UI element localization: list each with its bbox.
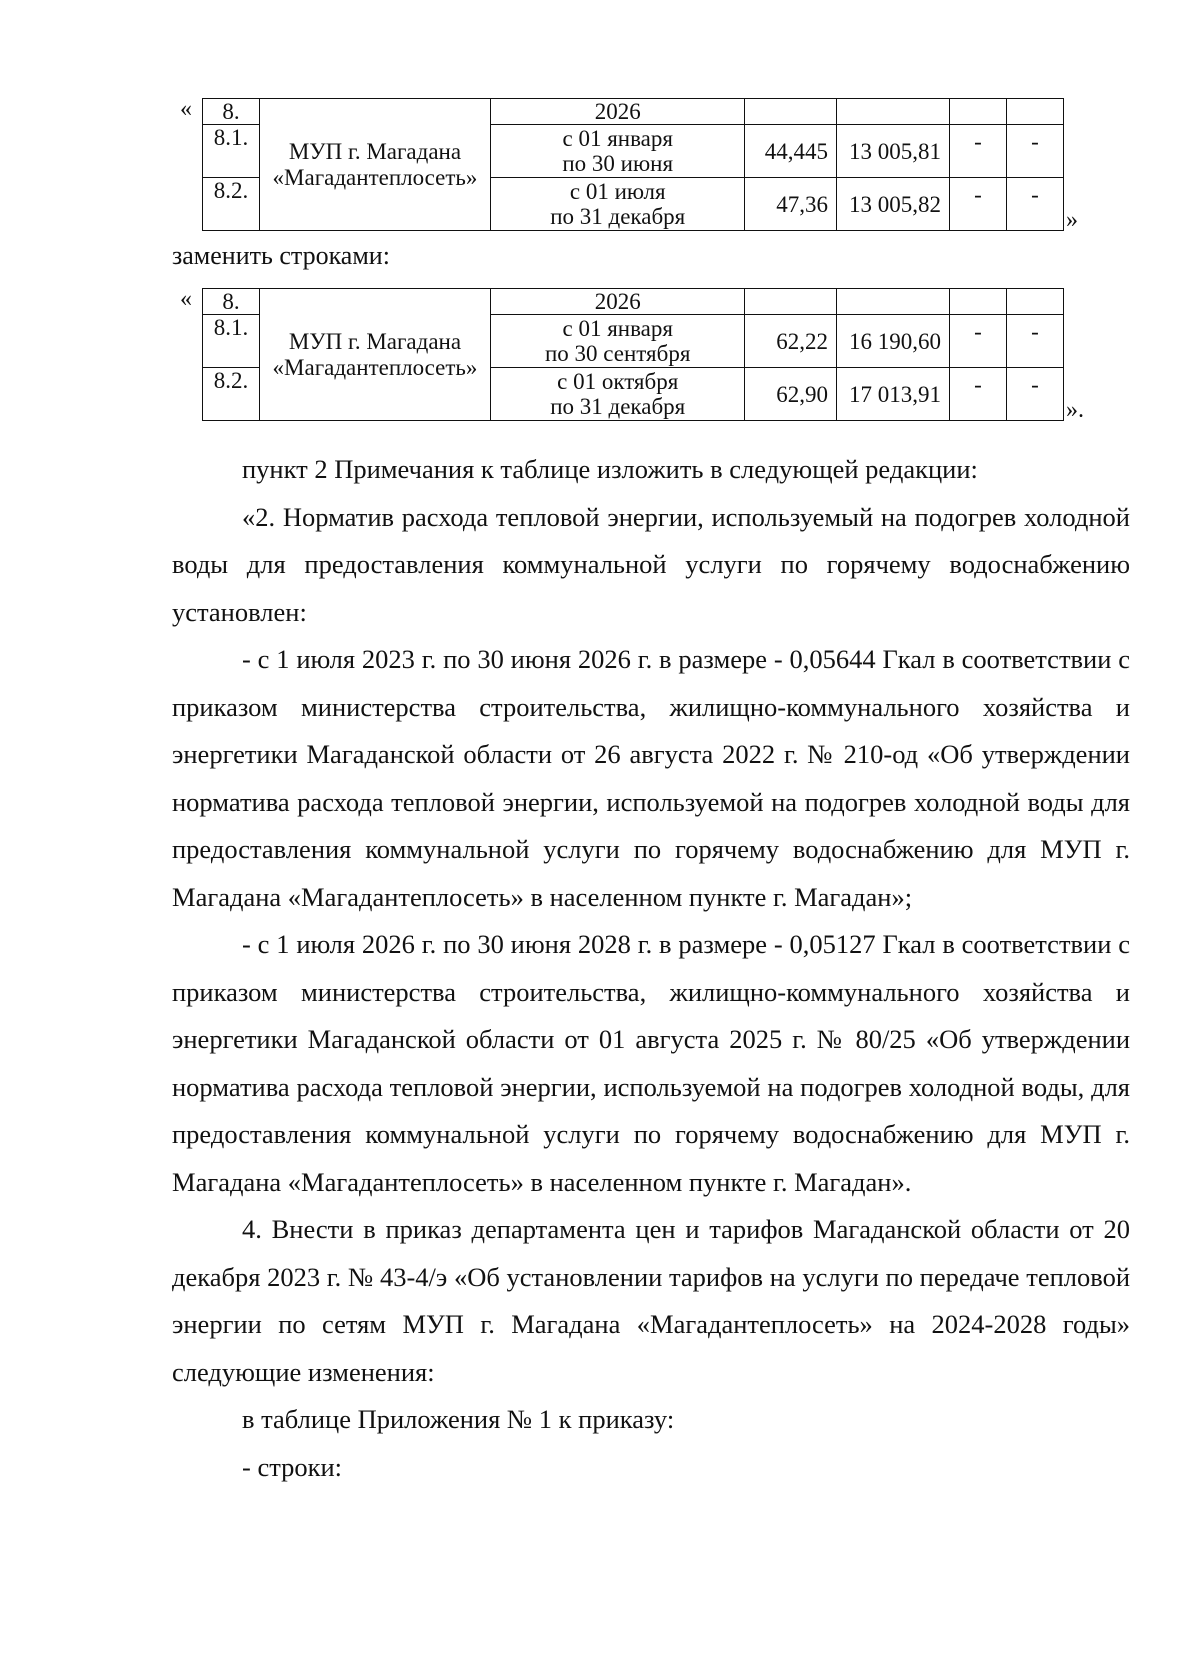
table-old-open-quote: «	[180, 96, 192, 122]
table-old	[202, 98, 1064, 231]
row-number: 8.2.	[203, 178, 260, 231]
value-cell: 13 005,81	[837, 125, 950, 178]
org-name: МУП г. Магадана	[288, 328, 462, 354]
dash-cell: -	[949, 125, 1006, 178]
body-text	[172, 446, 1130, 1491]
table-new-open-quote: «	[180, 286, 192, 312]
dash-cell: -	[1006, 178, 1063, 231]
period-cell: с 01 января по 30 июня	[491, 125, 745, 178]
organization-cell	[259, 99, 490, 231]
value-cell: 44,445	[745, 125, 837, 178]
row-number: 8.1.	[203, 315, 260, 368]
dash-cell: -	[949, 178, 1006, 231]
value-cell: 17 013,91	[837, 368, 950, 421]
value-cell: 16 190,60	[837, 315, 950, 368]
value-cell: 47,36	[745, 178, 837, 231]
row-number: 8.	[203, 99, 260, 125]
dash-cell: -	[1006, 368, 1063, 421]
period-cell: с 01 января по 30 сентября	[491, 315, 745, 368]
year-cell: 2026	[491, 99, 745, 125]
row-number: 8.2.	[203, 368, 260, 421]
row-number: 8.	[203, 289, 260, 315]
paragraph: - строки:	[242, 1451, 343, 1482]
paragraph: - с 1 июля 2023 г. по 30 июня 2026 г. в размере - 0,05644 Гкал в соответствии с приказом министерства строительства, жилищно-коммунального хозяйства и энергетики Магаданской области от 26 августа 2022 г. № 210-од «Об утверждении норматива расхода тепловой энергии, используемой на подогрев холодной воды для предоставления коммунальной услуги по горячему водоснабжению для МУП г. Магадана «Магадантеплосеть» в населенном пункте г. Магадан»;	[172, 644, 1130, 912]
dash-cell: -	[949, 368, 1006, 421]
dash-cell: -	[1006, 315, 1063, 368]
period-cell: с 01 июля по 31 декабря	[491, 178, 745, 231]
row-number: 8.1.	[203, 125, 260, 178]
paragraph: в таблице Приложения № 1 к приказу:	[242, 1404, 675, 1434]
paragraph: - с 1 июля 2026 г. по 30 июня 2028 г. в размере - 0,05127 Гкал в соответствии с приказом министерства строительства, жилищно-коммунального хозяйства и энергетики Магаданской области от 01 августа 2025 г. № 80/25 «Об утверждении норматива расхода тепловой энергии, используемой на подогрев холодной воды, для предоставления коммунальной услуги по горячему водоснабжению для МУП г. Магадана «Магадантеплосеть» в населенном пункте г. Магадан».	[172, 929, 1130, 1197]
dash-cell: -	[1006, 125, 1063, 178]
org-name-quoted: «Магадантеплосеть»	[272, 164, 478, 190]
value-cell: 62,22	[745, 315, 837, 368]
table-row	[203, 289, 1064, 315]
paragraph: 4. Внести в приказ департамента цен и тарифов Магаданской области от 20 декабря 2023 г. № 43-4/э «Об установлении тарифов на услуги по передаче тепловой энергии по сетям МУП г. Магадана «Магадантеплосеть» на 2024-2028 годы» следующие изменения:	[172, 1214, 1130, 1387]
table-old-close-quote: »	[1066, 207, 1078, 233]
paragraph: «2. Норматив расхода тепловой энергии, используемый на подогрев холодной воды для предоставления коммунальной услуги по горячему водоснабжению установлен:	[172, 501, 1130, 627]
org-name-quoted: «Магадантеплосеть»	[272, 354, 478, 380]
table-new-close-quote: ».	[1066, 397, 1084, 423]
org-name: МУП г. Магадана	[288, 138, 462, 164]
value-cell: 62,90	[745, 368, 837, 421]
dash-cell: -	[949, 315, 1006, 368]
replace-label: заменить строками:	[172, 241, 390, 270]
table-row	[203, 99, 1064, 125]
organization-cell	[259, 289, 490, 421]
year-cell: 2026	[491, 289, 745, 315]
value-cell: 13 005,82	[837, 178, 950, 231]
period-cell: с 01 октября по 31 декабря	[491, 368, 745, 421]
table-new	[202, 288, 1064, 421]
paragraph: пункт 2 Примечания к таблице изложить в следующей редакции:	[242, 454, 978, 484]
